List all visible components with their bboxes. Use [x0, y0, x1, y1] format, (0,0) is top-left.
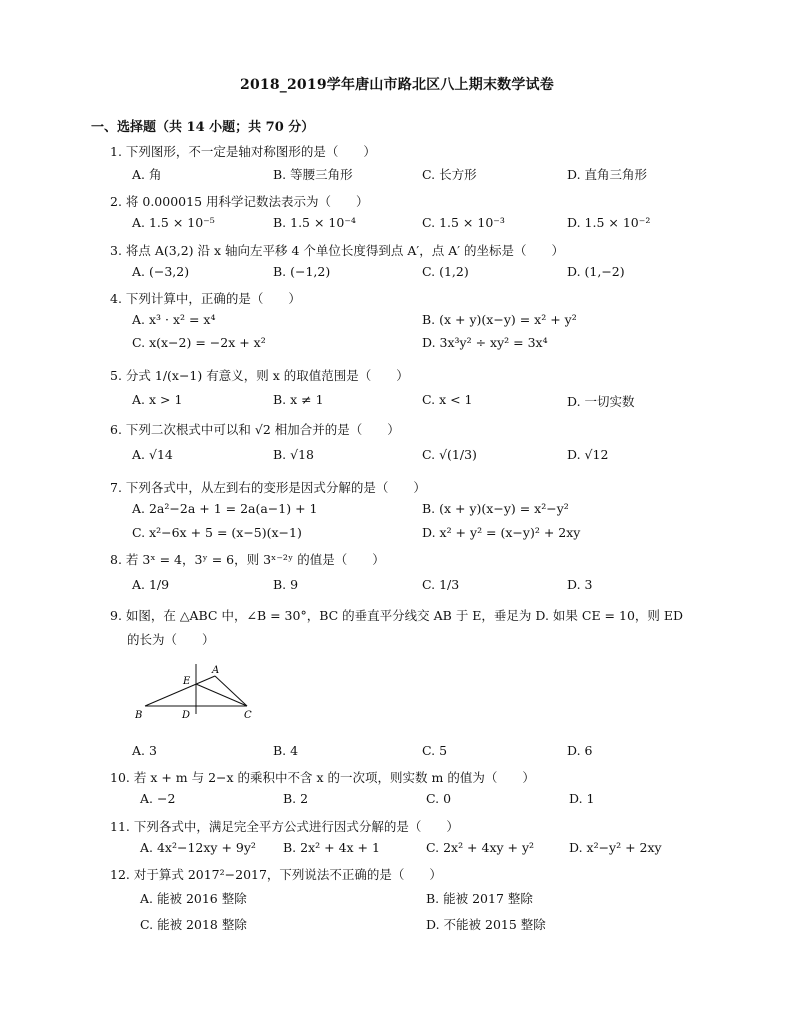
- question-3-option-a: A. (−3,2): [132, 264, 190, 279]
- question-10-option-d: D. 1: [569, 791, 595, 806]
- question-10-option-b: B. 2: [283, 791, 309, 806]
- question-11-option-a: A. 4x²−12xy + 9y²: [140, 840, 256, 855]
- label-c: C: [244, 710, 252, 721]
- question-7-option-b: B. (x + y)(x−y) = x²−y²: [422, 501, 569, 516]
- question-11-option-c: C. 2x² + 4xy + y²: [426, 840, 535, 855]
- question-2-option-c: C. 1.5 × 10⁻³: [422, 215, 505, 230]
- question-1-option-a: A. 角: [132, 167, 162, 182]
- question-2-option-a: A. 1.5 × 10⁻⁵: [132, 215, 215, 230]
- question-5-stem: 5. 分式 1/(x−1) 有意义，则 x 的取值范围是（ ）: [110, 368, 409, 383]
- question-12-option-b: B. 能被 2017 整除: [426, 891, 533, 906]
- question-9-stem-continued: 的长为（ ）: [127, 632, 215, 647]
- question-7-option-d: D. x² + y² = (x−y)² + 2xy: [422, 525, 581, 540]
- label-b: B: [135, 710, 143, 721]
- question-12-option-a: A. 能被 2016 整除: [140, 891, 247, 906]
- segment-ec: [196, 684, 247, 706]
- question-4-stem: 4. 下列计算中，正确的是（ ）: [110, 291, 301, 306]
- question-9-option-d: D. 6: [567, 743, 593, 758]
- question-4-option-c: C. x(x−2) = −2x + x²: [132, 335, 266, 350]
- question-1-option-b: B. 等腰三角形: [273, 167, 353, 182]
- triangle-figure: [135, 660, 265, 726]
- question-3-option-d: D. (1,−2): [567, 264, 625, 279]
- question-11-option-d: D. x²−y² + 2xy: [569, 840, 662, 855]
- question-7-option-a: A. 2a²−2a + 1 = 2a(a−1) + 1: [132, 501, 318, 516]
- question-8-option-c: C. 1/3: [422, 577, 460, 592]
- question-6-option-b: B. √18: [273, 447, 315, 462]
- question-9-stem: 9. 如图，在 △ABC 中，∠B = 30°，BC 的垂直平分线交 AB 于 E，垂足为 D. 如果 CE = 10，则 ED: [110, 608, 684, 623]
- question-7-option-c: C. x²−6x + 5 = (x−5)(x−1): [132, 525, 302, 540]
- question-8-stem: 8. 若 3ˣ = 4，3ʸ = 6，则 3ˣ⁻²ʸ 的值是（ ）: [110, 552, 385, 567]
- question-2-option-d: D. 1.5 × 10⁻²: [567, 215, 651, 230]
- question-8-option-b: B. 9: [273, 577, 299, 592]
- question-10-option-a: A. −2: [140, 791, 176, 806]
- label-a: A: [212, 665, 220, 676]
- question-1-option-d: D. 直角三角形: [567, 167, 648, 182]
- question-4-option-a: A. x³ · x² = x⁴: [132, 312, 216, 327]
- question-10-option-c: C. 0: [426, 791, 452, 806]
- question-9-option-a: A. 3: [132, 743, 157, 758]
- question-2-option-b: B. 1.5 × 10⁻⁴: [273, 215, 356, 230]
- question-10-stem: 10. 若 x + m 与 2−x 的乘积中不含 x 的一次项，则实数 m 的值为（ ）: [110, 770, 535, 785]
- question-6-option-c: C. √(1/3): [422, 447, 477, 462]
- segment-ac: [215, 676, 247, 706]
- label-e: E: [183, 676, 191, 687]
- segment-ba: [145, 676, 215, 706]
- question-3-option-b: B. (−1,2): [273, 264, 331, 279]
- question-2-stem: 2. 将 0.000015 用科学记数法表示为（ ）: [110, 194, 369, 209]
- question-5-option-b: B. x ≠ 1: [273, 392, 324, 407]
- question-6-option-a: A. √14: [132, 447, 173, 462]
- question-5-option-d: D. 一切实数: [567, 394, 635, 409]
- question-4-option-d: D. 3x³y² ÷ xy² = 3x⁴: [422, 335, 548, 350]
- question-11-option-b: B. 2x² + 4x + 1: [283, 840, 380, 855]
- question-12-option-c: C. 能被 2018 整除: [140, 917, 247, 932]
- question-8-option-d: D. 3: [567, 577, 593, 592]
- question-3-stem: 3. 将点 A(3,2) 沿 x 轴向左平移 4 个单位长度得到点 A′，点 A′ 的坐标是（ ）: [110, 243, 565, 258]
- question-3-option-c: C. (1,2): [422, 264, 469, 279]
- question-6-option-d: D. √12: [567, 447, 609, 462]
- question-9-option-c: C. 5: [422, 743, 448, 758]
- page-title: 2018_2019学年唐山市路北区八上期末数学试卷: [240, 77, 554, 93]
- label-d: D: [182, 710, 191, 721]
- question-1-stem: 1. 下列图形，不一定是轴对称图形的是（ ）: [110, 144, 376, 159]
- question-8-option-a: A. 1/9: [132, 577, 170, 592]
- question-7-stem: 7. 下列各式中，从左到右的变形是因式分解的是（ ）: [110, 480, 426, 495]
- question-5-option-c: C. x < 1: [422, 392, 473, 407]
- section-heading: 一、选择题（共 14 小题；共 70 分）: [91, 120, 315, 135]
- question-12-stem: 12. 对于算式 2017²−2017，下列说法不正确的是（ ）: [110, 867, 442, 882]
- question-1-option-c: C. 长方形: [422, 167, 477, 182]
- question-4-option-b: B. (x + y)(x−y) = x² + y²: [422, 312, 577, 327]
- question-11-stem: 11. 下列各式中，满足完全平方公式进行因式分解的是（ ）: [110, 819, 459, 834]
- question-6-stem: 6. 下列二次根式中可以和 √2 相加合并的是（ ）: [110, 422, 400, 437]
- question-12-option-d: D. 不能被 2015 整除: [426, 917, 546, 932]
- question-5-option-a: A. x > 1: [132, 392, 183, 407]
- question-9-option-b: B. 4: [273, 743, 299, 758]
